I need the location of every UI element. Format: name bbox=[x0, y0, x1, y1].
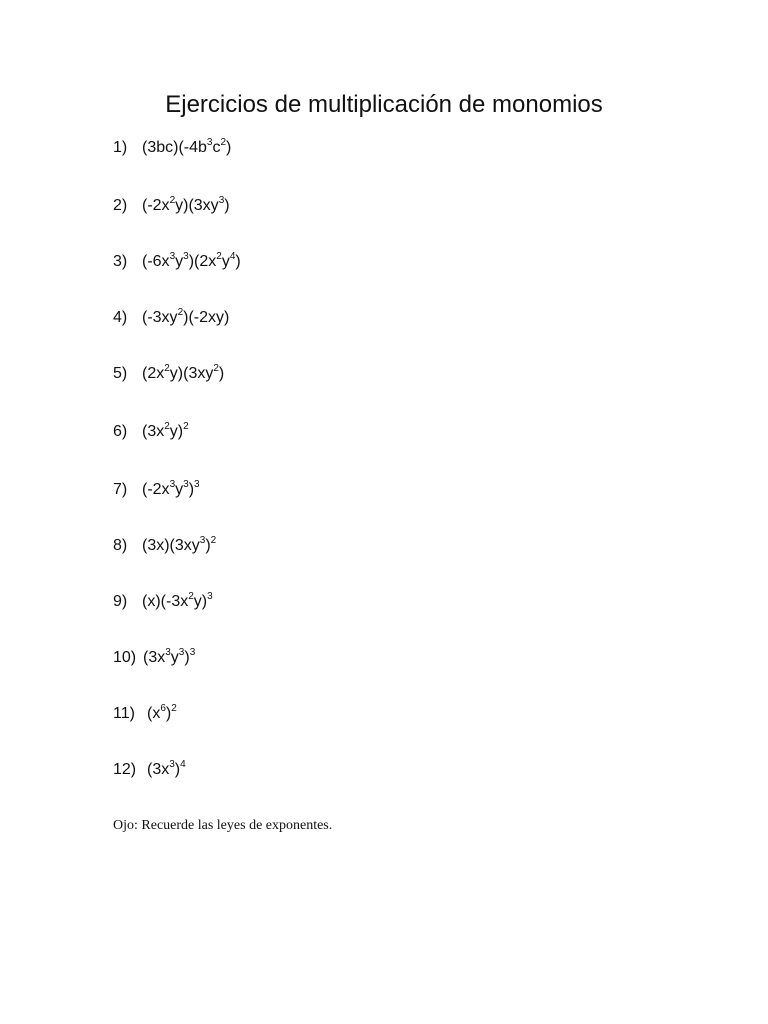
exponent: 2 bbox=[213, 363, 219, 374]
exercise-expression bbox=[142, 196, 230, 216]
exercise-number: 8) bbox=[113, 537, 128, 554]
expression-text: y)(3xy bbox=[175, 197, 219, 214]
exercise-number: 7) bbox=[113, 481, 128, 498]
expression-text: c bbox=[212, 139, 221, 156]
exponent: 4 bbox=[180, 759, 186, 770]
exponent: 3 bbox=[183, 479, 189, 490]
exercise-item bbox=[113, 422, 189, 442]
exercise-item bbox=[113, 648, 195, 668]
expression-text: (3x bbox=[143, 649, 166, 666]
exercise-item bbox=[113, 592, 213, 612]
exponent: 2 bbox=[169, 195, 176, 206]
exercise-item bbox=[113, 760, 186, 780]
exponent: 2 bbox=[210, 535, 217, 546]
exponent: 3 bbox=[207, 591, 213, 602]
exponent: 3 bbox=[169, 251, 176, 262]
exercise-expression bbox=[142, 536, 216, 556]
exercise-number: 6) bbox=[113, 423, 128, 440]
expression-text: ) bbox=[226, 139, 232, 156]
exercise-number: 11) bbox=[113, 705, 135, 722]
exercise-expression bbox=[147, 760, 186, 780]
exponent: 2 bbox=[177, 307, 184, 318]
exercise-item bbox=[113, 364, 224, 384]
expression-text: (-6x bbox=[142, 253, 170, 270]
exercise-number: 10) bbox=[113, 649, 137, 666]
expression-text: (x)(-3x bbox=[142, 593, 189, 610]
expression-text: ) bbox=[235, 253, 241, 270]
expression-text: ) bbox=[188, 481, 195, 498]
exponent: 3 bbox=[169, 479, 176, 490]
expression-text: y) bbox=[193, 593, 208, 610]
exponent: 3 bbox=[199, 535, 206, 546]
exercise-expression bbox=[142, 308, 229, 328]
expression-text: (3x bbox=[142, 423, 165, 440]
expression-text: y bbox=[170, 649, 179, 666]
exponent: 2 bbox=[220, 137, 227, 148]
expression-text: ) bbox=[224, 197, 230, 214]
exercise-item bbox=[113, 252, 241, 272]
exponent: 3 bbox=[183, 251, 189, 262]
exercise-number: 1) bbox=[113, 139, 128, 156]
exercise-expression bbox=[142, 422, 189, 442]
exercise-item bbox=[113, 704, 177, 724]
expression-text: (-2x bbox=[142, 197, 170, 214]
expression-text: y bbox=[221, 253, 230, 270]
expression-text: ) bbox=[184, 649, 190, 666]
exercise-expression bbox=[142, 480, 200, 500]
exercise-item bbox=[113, 536, 216, 556]
expression-text: y bbox=[175, 253, 184, 270]
exercise-item bbox=[113, 480, 200, 500]
exercise-number: 9) bbox=[113, 593, 128, 610]
note-text: Ojo: Recuerde las leyes de exponentes. bbox=[113, 818, 333, 833]
expression-text: ) bbox=[174, 761, 181, 778]
expression-text: y) bbox=[169, 423, 184, 440]
expression-text: (-3xy bbox=[142, 309, 178, 326]
expression-text: (2x bbox=[142, 365, 165, 382]
exponent: 3 bbox=[206, 137, 213, 148]
exponent: 2 bbox=[183, 421, 189, 432]
expression-text: y bbox=[175, 481, 184, 498]
exercise-item bbox=[113, 308, 229, 328]
expression-text: )(2x bbox=[188, 253, 217, 270]
exercise-number: 2) bbox=[113, 197, 128, 214]
exponent: 3 bbox=[194, 479, 200, 490]
expression-text: ) bbox=[205, 537, 211, 554]
exponent: 2 bbox=[216, 251, 222, 262]
expression-text: )(-2xy) bbox=[183, 309, 230, 326]
exercise-number: 4) bbox=[113, 309, 128, 326]
page-title: Ejercicios de multiplicación de monomios bbox=[165, 91, 603, 118]
exercise-expression bbox=[142, 364, 224, 384]
exercise-expression bbox=[142, 138, 231, 158]
expression-text: y)(3xy bbox=[169, 365, 214, 382]
exercise-expression bbox=[142, 252, 241, 272]
exponent: 6 bbox=[160, 703, 166, 714]
exponent: 3 bbox=[189, 647, 196, 658]
expression-text: (3bc)(-4b bbox=[142, 139, 207, 156]
exercise-item bbox=[113, 138, 231, 158]
exponent: 2 bbox=[188, 591, 194, 602]
expression-text: (-2x bbox=[142, 481, 170, 498]
exponent: 2 bbox=[171, 703, 177, 714]
exercise-item bbox=[113, 196, 230, 216]
exercise-expression bbox=[143, 648, 195, 668]
expression-text: (x bbox=[147, 705, 161, 722]
expression-text: (3x)(3xy bbox=[142, 537, 200, 554]
exponent: 3 bbox=[178, 647, 185, 658]
exponent: 3 bbox=[169, 759, 175, 770]
exponent: 4 bbox=[229, 251, 236, 262]
expression-text: ) bbox=[218, 365, 225, 382]
exercise-number: 12) bbox=[113, 761, 137, 778]
expression-text: (3x bbox=[147, 761, 170, 778]
exponent: 3 bbox=[165, 647, 171, 658]
exercise-expression bbox=[142, 592, 213, 612]
expression-text: ) bbox=[165, 705, 172, 722]
exponent: 2 bbox=[164, 363, 170, 374]
exercise-number: 3) bbox=[113, 253, 128, 270]
exercise-number: 5) bbox=[113, 365, 128, 382]
exponent: 2 bbox=[164, 421, 170, 432]
exercise-expression bbox=[147, 704, 177, 724]
exponent: 3 bbox=[218, 195, 225, 206]
